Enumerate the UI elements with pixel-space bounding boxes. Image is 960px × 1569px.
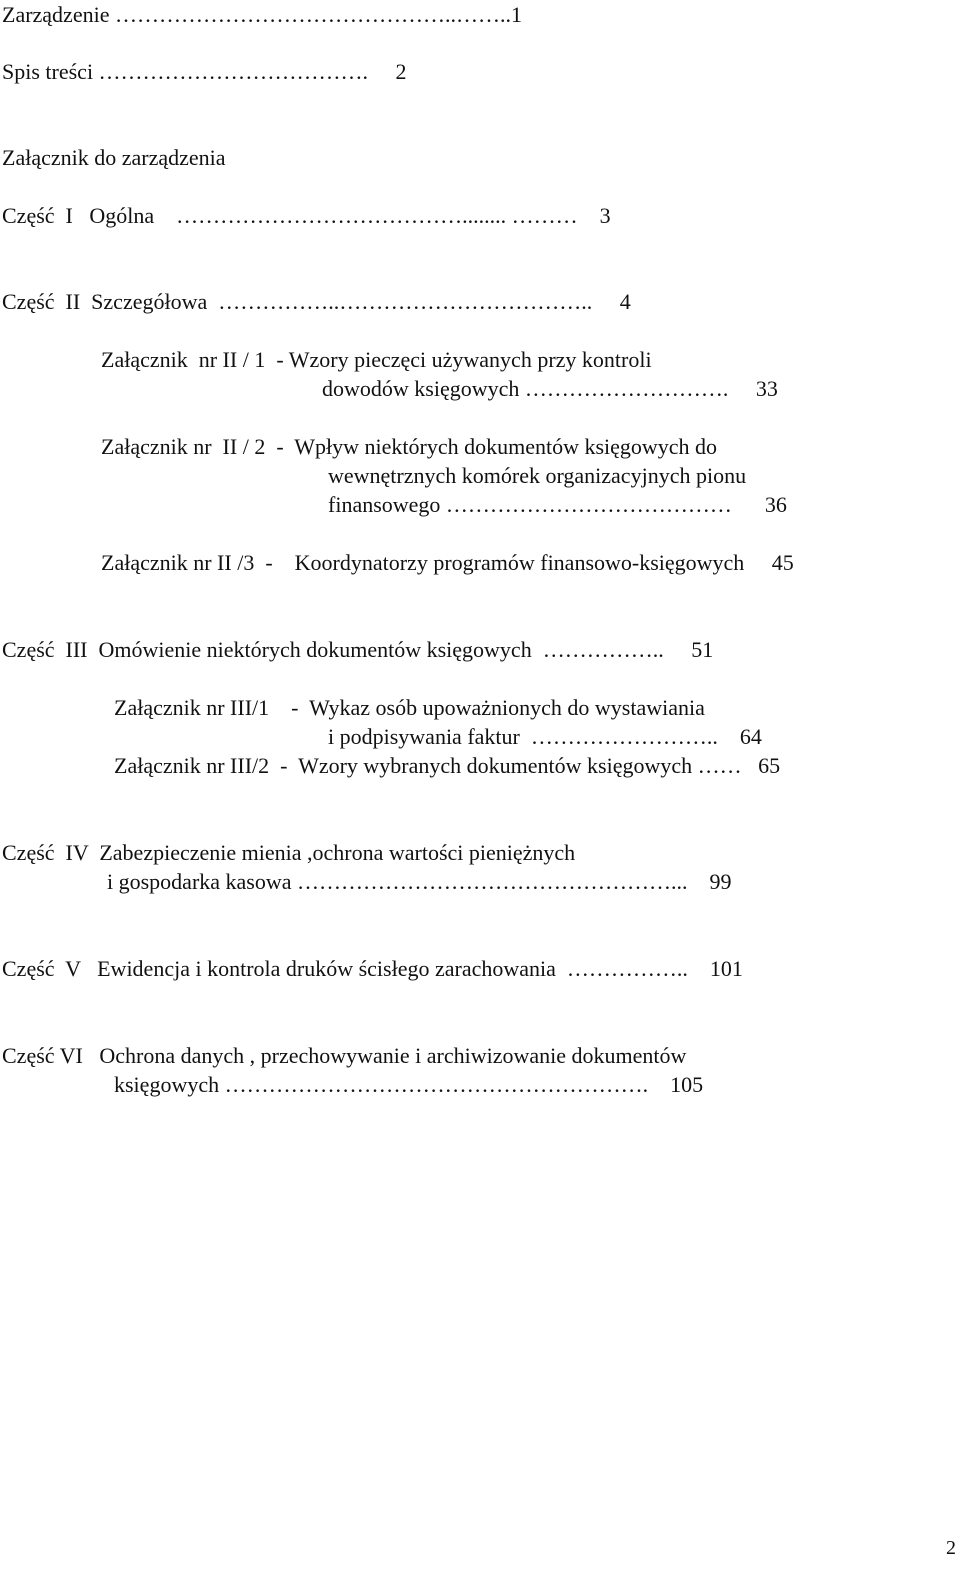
toc-entry-zal-ii-2: Załącznik nr II / 2 - Wpływ niektórych dokumentów księgowych do <box>101 434 718 459</box>
toc-entry-czesc-vi: Część VI Ochrona danych , przechowywanie i archiwizowanie dokumentów <box>2 1043 687 1068</box>
page-number: 2 <box>946 1537 956 1559</box>
toc-entry-zal-ii-1: Załącznik nr II / 1 - Wzory pieczęci używanych przy kontroli <box>101 347 652 372</box>
toc-entry-czesc-iv-cont: i gospodarka kasowa ……………………………………………... 99 <box>107 869 732 894</box>
toc-entry-zal-iii-1-cont: i podpisywania faktur …………………….. 64 <box>328 724 762 749</box>
toc-entry-czesc-iv: Część IV Zabezpieczenie mienia ,ochrona wartości pieniężnych <box>2 840 576 865</box>
toc-entry-czesc-ii: Część II Szczegółowa ……………..…………………………….. 4 <box>2 289 631 314</box>
toc-entry-zal-ii-3: Załącznik nr II /3 - Koordynatorzy programów finansowo-księgowych 45 <box>101 550 794 575</box>
toc-entry-czesc-i: Część I Ogólna …………………………………........ ……… 3 <box>2 203 611 228</box>
toc-entry-zal-ii-2-cont: wewnętrznych komórek organizacyjnych pionu <box>328 463 747 488</box>
toc-entry-zal-iii-1: Załącznik nr III/1 - Wykaz osób upoważnionych do wystawiania <box>114 695 705 720</box>
toc-entry-zal-iii-2: Załącznik nr III/2 - Wzory wybranych dokumentów księgowych …… 65 <box>114 753 781 778</box>
toc-entry-zarzadzenie: Zarządzenie ………………………………………..……..1 <box>2 2 522 27</box>
toc-entry-czesc-v: Część V Ewidencja i kontrola druków ścisłego zarachowania …………….. 101 <box>2 956 743 981</box>
toc-entry-zal-ii-1-cont: dowodów księgowych ………………………. 33 <box>322 376 778 401</box>
toc-entry-zal-ii-2-cont2: finansowego ………………………………… 36 <box>328 492 787 517</box>
toc-entry-spis-tresci: Spis treści ………………………………. 2 <box>2 59 407 84</box>
toc-entry-czesc-iii: Część III Omówienie niektórych dokumentów księgowych …………….. 51 <box>2 637 714 662</box>
toc-entry-czesc-vi-cont: księgowych …………………………………………………. 105 <box>114 1072 704 1097</box>
toc-heading-zalacznik: Załącznik do zarządzenia <box>2 145 226 170</box>
